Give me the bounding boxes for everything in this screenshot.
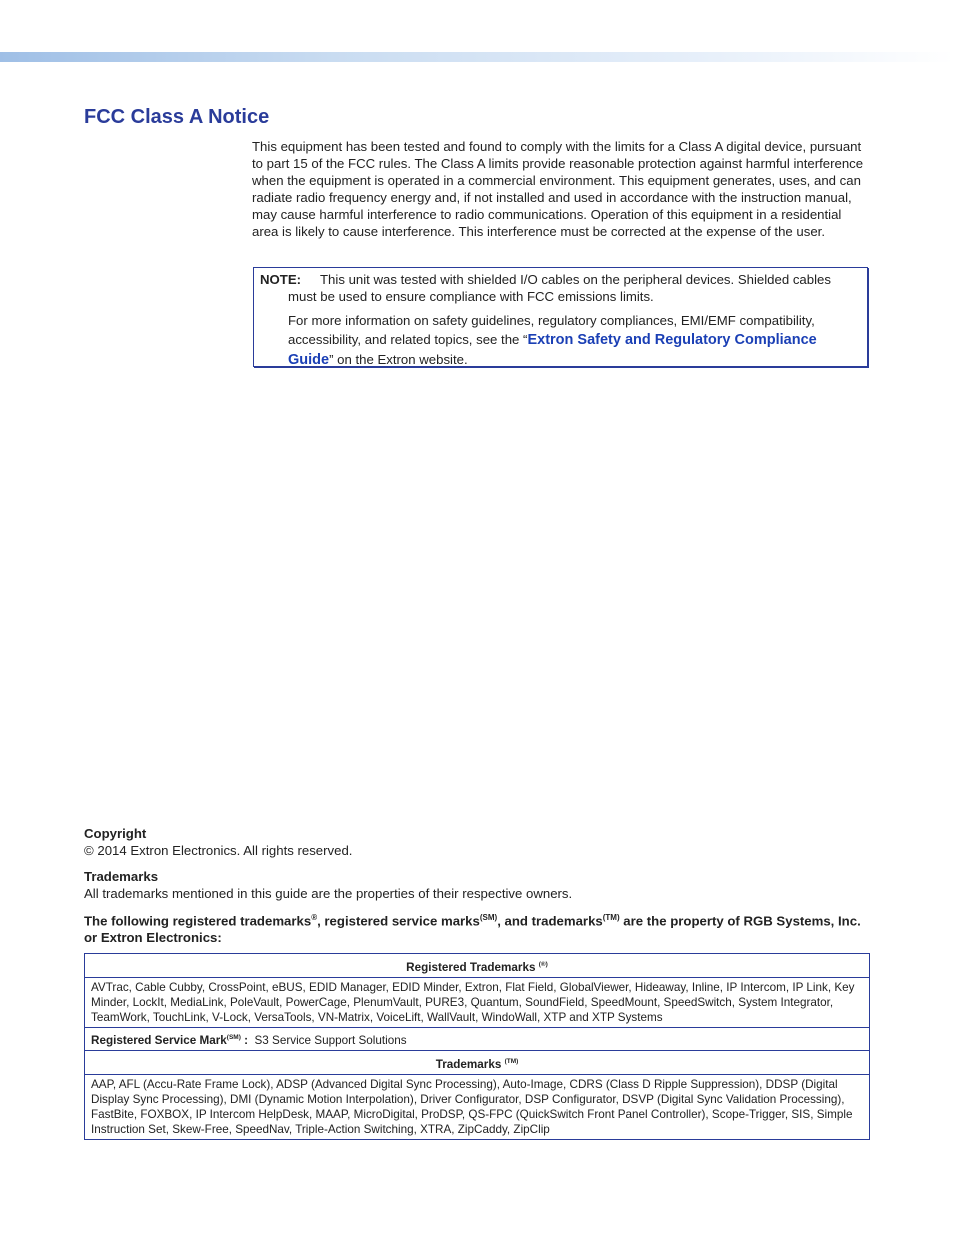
trademarks-table [84,953,870,1140]
registered-trademarks-header-text: Registered Trademarks [406,960,536,974]
registered-service-mark-cell [85,1027,870,1050]
trademarks-heading: Trademarks [84,869,159,884]
registered-trademarks-header [85,954,870,978]
trademarks-list: AAP, AFL (Accu-Rate Frame Lock), ADSP (Advanced Digital Sync Processing), Auto-Image, CDRS (Class D Ripple Suppression), DDSP (Digital Display Sync Processing), DMI (Dynamic Motion Interpolation), Driver Configurator, DSP Configurator, DSVP (Digital Sync Validation Processing), FastBite, FOXBOX, IP Intercom HelpDesk, MAAP, MicroDigital, ProDSP, QS-FPC (QuickSwitch Front Panel Controller), Scope-Trigger, SIS, Simple Instruction Set, Skew-Free, SpeedNav, Triple-Action Switching, XTRA, ZipCaddy, ZipClip [85,1074,870,1139]
service-colon: : [240,1033,249,1047]
trademarks-intro-b: , registered service marks [317,913,480,929]
note-more-info [288,311,855,370]
note-text: This unit was tested with shielded I/O cables on the peripheral devices. Shielded cables must be used to ensure compliance with FCC emissions limits. [288,272,831,304]
registered-trademarks-list: AVTrac, Cable Cubby, CrossPoint, eBUS, EDID Manager, EDID Minder, Extron, Flat Field, GlobalViewer, Hideaway, Inline, IP Intercom, IP Link, Key Minder, LockIt, MediaLink, PoleVault, PowerCage, PlenumVault, PURE3, Quantum, SoundField, SpeedMount, SpeedSwitch, System Integrator, TeamWork, TouchLink, V-Lock, VersaTools, VN-Matrix, VoiceLift, WallVault, WindoWall, XTP and XTP Systems [85,977,870,1027]
registered-service-mark-label [91,1034,248,1047]
note-more-info-text: For more information on safety guidelines, regulatory compliances, EMI/EMF compatibility, accessibility, and related topics, see the “ [288,313,815,347]
section-heading-fcc: FCC Class A Notice [84,106,270,128]
note-box [253,267,868,367]
registered-trademarks-sup: (®) [538,961,548,968]
copyright-heading: Copyright [84,826,147,841]
trademarks-intro-a: The following registered trademarks [84,913,312,929]
header-band [0,52,954,62]
table-row [85,1074,870,1139]
service-sup: (SM) [226,1033,241,1041]
trademark-symbol: (TM) [602,913,620,922]
registered-service-mark-value: S3 Service Support Solutions [254,1033,407,1047]
trademarks-text: All trademarks mentioned in this guide are the properties of their respective owners. [84,886,573,901]
registered-symbol: ® [311,913,318,922]
table-row [85,977,870,1027]
trademarks-header-text: Trademarks [435,1057,502,1071]
copyright-text: © 2014 Extron Electronics. All rights reserved. [84,843,353,858]
trademarks-header-sup: (TM) [504,1057,519,1065]
trademarks-intro-c: , and trademarks [497,913,603,929]
service-label-text: Registered Service Mark [91,1033,227,1047]
note-line [260,271,855,305]
safety-guide-link[interactable]: Extron Safety and Regulatory Compliance Guide [288,332,817,368]
table-row [85,1050,870,1074]
table-row [85,954,870,978]
service-mark-symbol: (SM) [479,913,498,922]
fcc-body-text: This equipment has been tested and found to comply with the limits for a Class A digital device, pursuant to part 15 of the FCC rules. The Class A limits provide reasonable protection against harmful interference when the equipment is operated in a commercial environment. This equipment generates, uses, and can radiate radio frequency energy and, if not installed and used in accordance with the instruction manual, may cause harmful interference to radio communications. Operation of this equipment in a residential area is likely to cause interference. This interference must be corrected at the expense of the user. [252,139,864,239]
trademarks-intro-d: are the property of RGB Systems, Inc. or Extron Electronics: [84,913,861,946]
trademarks-header [85,1050,870,1074]
trademarks-intro [84,909,870,946]
note-more-info-tail: ” on the Extron website. [329,352,468,367]
table-row [85,1027,870,1050]
legal-footer [84,825,870,946]
note-label: NOTE: [260,272,302,287]
